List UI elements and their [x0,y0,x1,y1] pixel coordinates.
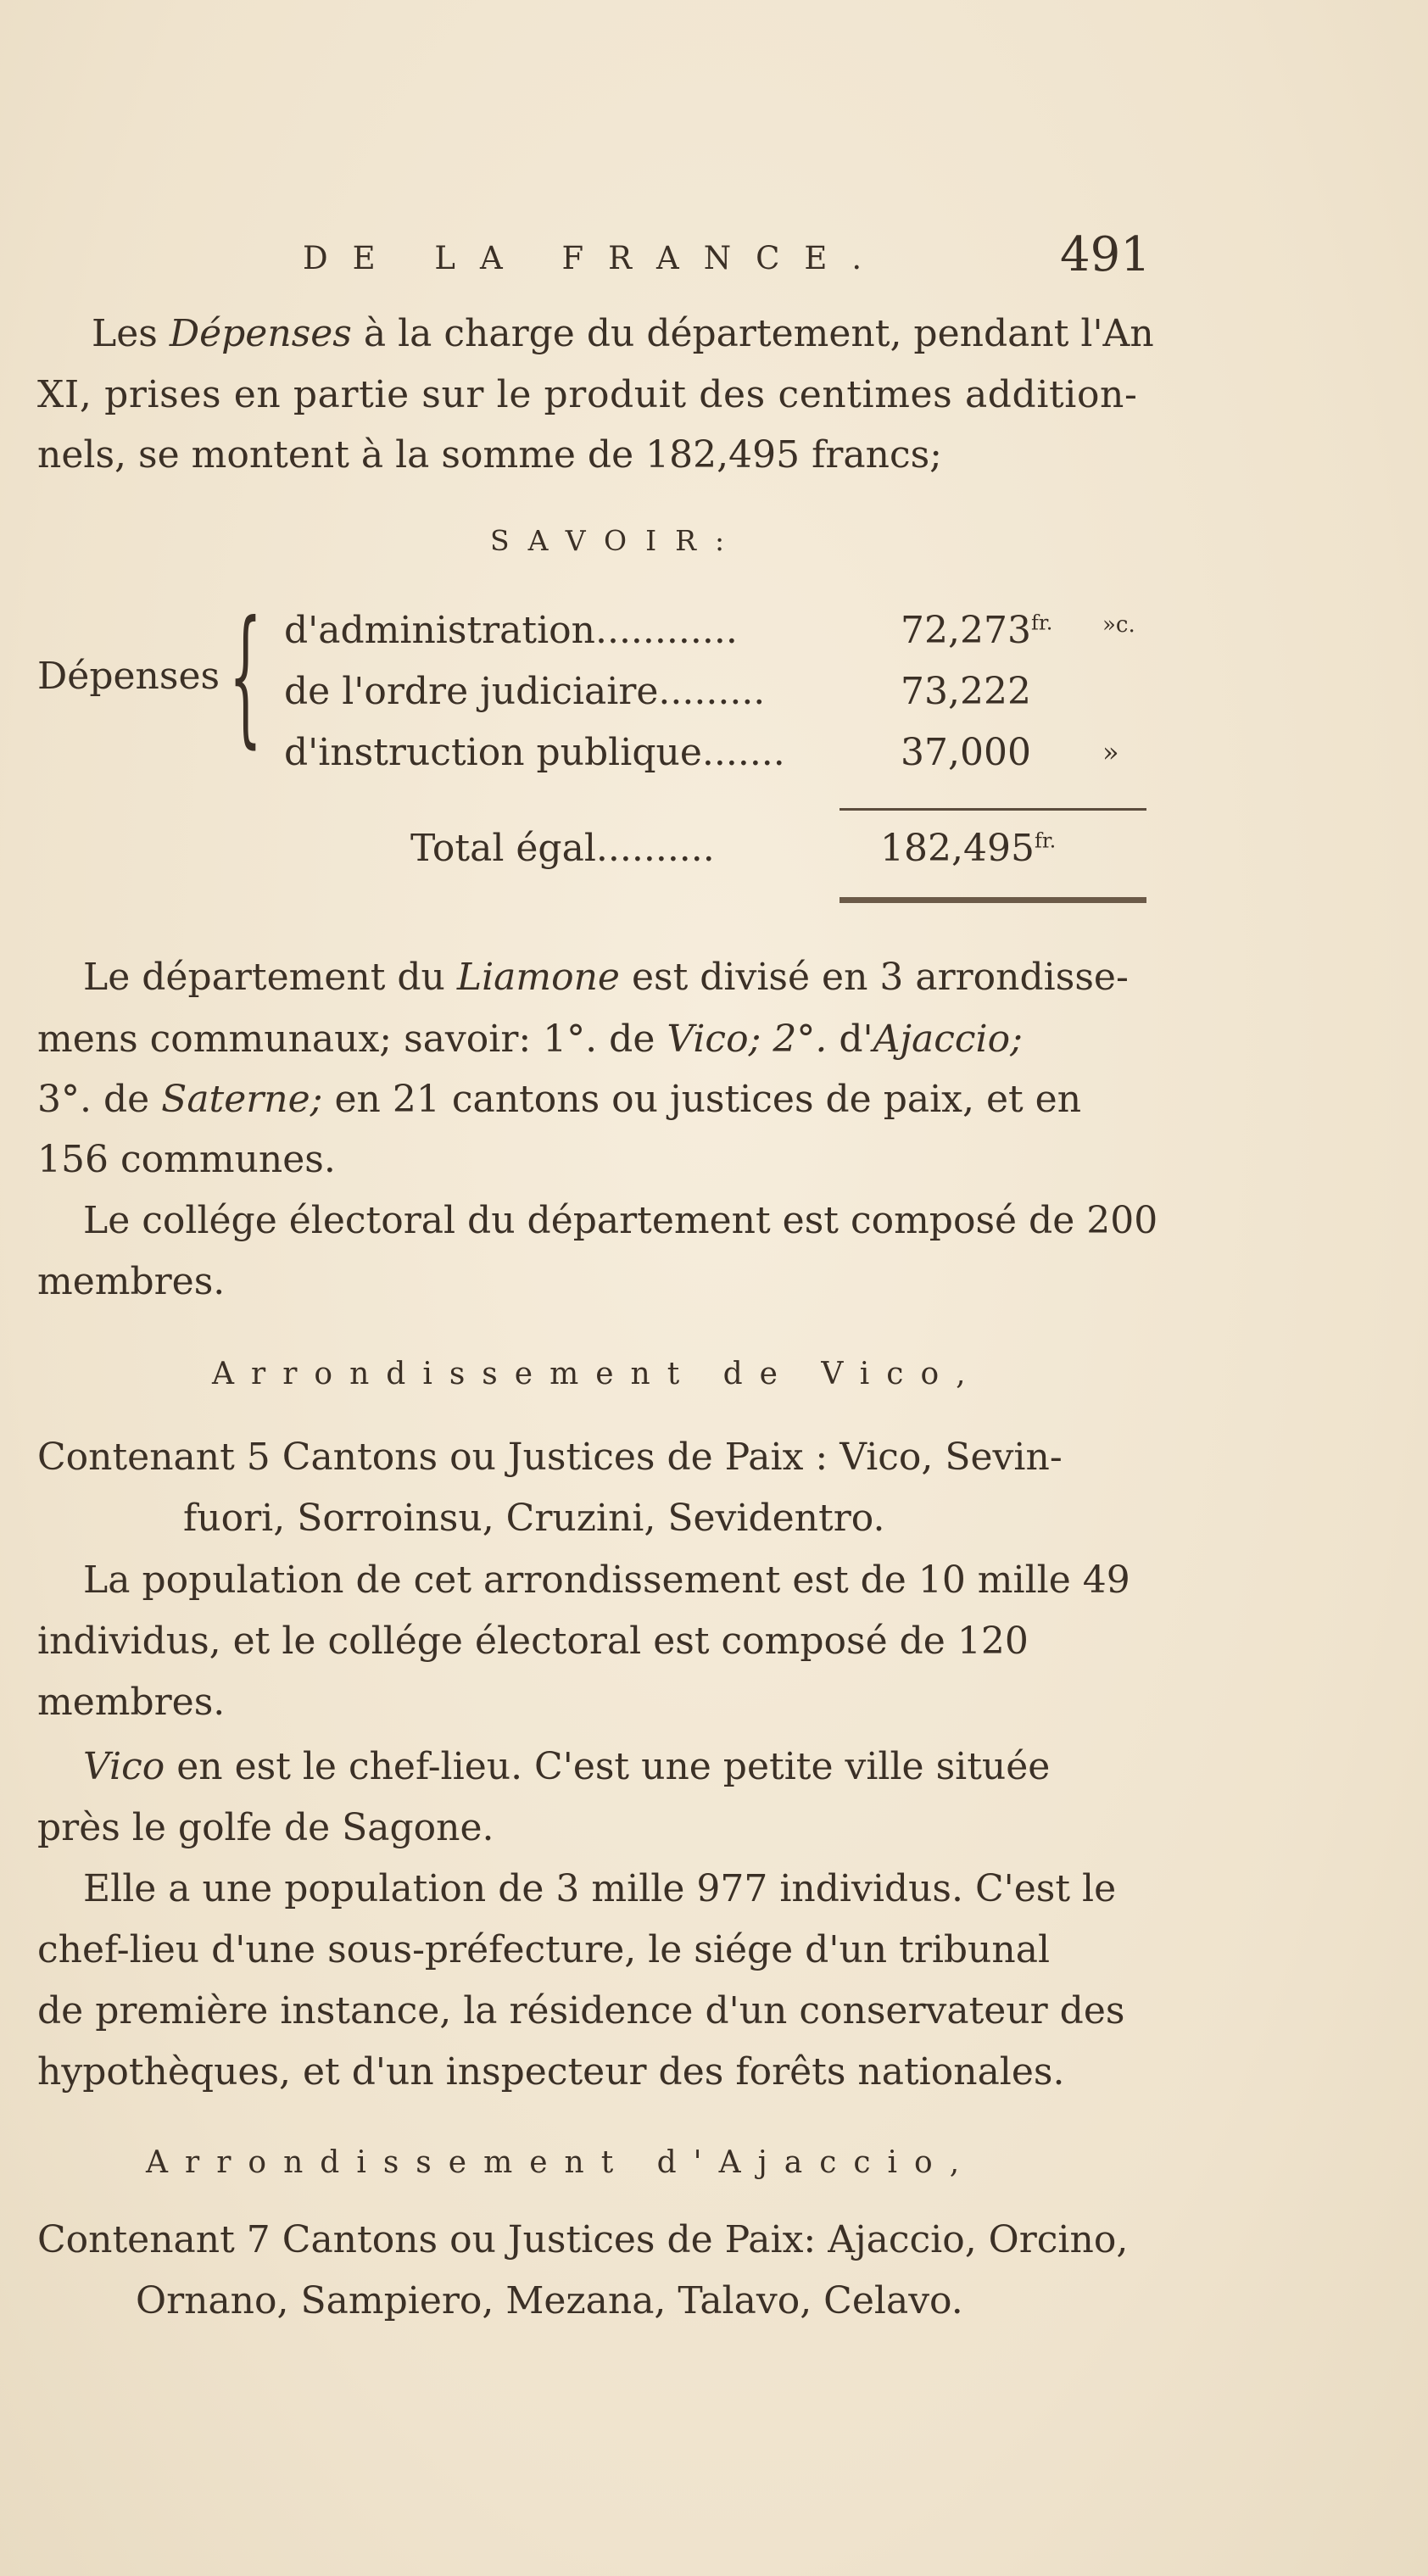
liamone-line-3: 3°. de Saterne; en 21 cantons ou justices de paix, et en [37,1078,1082,1121]
vico-elle-line-4: hypothèques, et d'un inspecteur des forêts nationales. [37,2050,1065,2094]
total-label: Total égal.......... [410,827,715,870]
vico-chef-line-1: Vico en est le chef-lieu. C'est une petite ville située [83,1745,1051,1788]
expense-amount-administration: $72,273^{fr.}$ [901,609,1053,652]
total-amount: $182,495^{fr.}$ [880,827,1057,870]
liamone-line-1: Le département du Liamone est divisé en 3 arrondisse- [83,956,1129,999]
ajaccio-cantons-line-2: Ornano, Sampiero, Mezana, Talavo, Celavo. [136,2279,963,2322]
college-line-2: membres. [37,1260,226,1303]
intro-line-2: XI, prises en partie sur le produit des centimes addition- [37,373,1138,416]
expense-cents-administration: »c. [1102,612,1135,638]
ajaccio-heading: Arrondissement d'Ajaccio, [146,2145,977,2180]
brace-icon: { [229,590,262,762]
sum-rule [840,808,1146,811]
expense-item-instruction: d'instruction publique....... [284,731,785,774]
liamone-line-4: 156 communes. [37,1138,336,1181]
college-line-1: Le collége électoral du département est composé de 200 [83,1199,1158,1242]
expense-cents-instruction: » [1102,736,1119,768]
vico-elle-line-3: de première instance, la résidence d'un conservateur des [37,1989,1125,2032]
intro-line-1: Les Dépenses à la charge du département, pendant l'An [92,312,1154,355]
vico-cantons-line-1: Contenant 5 Cantons ou Justices de Paix : Vico, Sevin- [37,1436,1063,1479]
expense-item-judiciaire: de l'ordre judiciaire......... [284,670,766,713]
vico-pop-line-3: membres. [37,1681,226,1724]
running-title: DE LA FRANCE. [303,240,887,276]
ajaccio-cantons-line-1: Contenant 7 Cantons ou Justices de Paix: Ajaccio, Orcino, [37,2218,1129,2261]
expenses-label: Dépenses [37,655,220,698]
expense-amount-judiciaire: 73,222 [901,670,1031,713]
double-rule [840,897,1146,903]
vico-pop-line-2: individus, et le collége électoral est composé de 120 [37,1620,1029,1663]
intro-line-3: nels, se montent à la somme de 182,495 francs; [37,433,942,477]
vico-elle-line-1: Elle a une population de 3 mille 977 individus. C'est le [83,1867,1117,1910]
expense-amount-instruction: 37,000 [901,731,1031,774]
liamone-line-2: mens communaux; savoir: 1°. de Vico; 2°. d'Ajaccio; [37,1018,1023,1061]
savoir-heading: SAVOIR: [490,524,744,557]
vico-cantons-line-2: fuori, Sorroinsu, Cruzini, Sevidentro. [183,1497,885,1540]
expense-item-administration: d'administration............ [284,609,738,652]
page-number: 491 [1060,227,1151,282]
vico-pop-line-1: La population de cet arrondissement est de 10 mille 49 [83,1558,1130,1602]
vico-heading: Arrondissement de Vico, [212,1357,983,1391]
vico-elle-line-2: chef-lieu d'une sous-préfecture, le siége d'un tribunal [37,1928,1051,1971]
vico-chef-line-2: près le golfe de Sagone. [37,1806,494,1849]
